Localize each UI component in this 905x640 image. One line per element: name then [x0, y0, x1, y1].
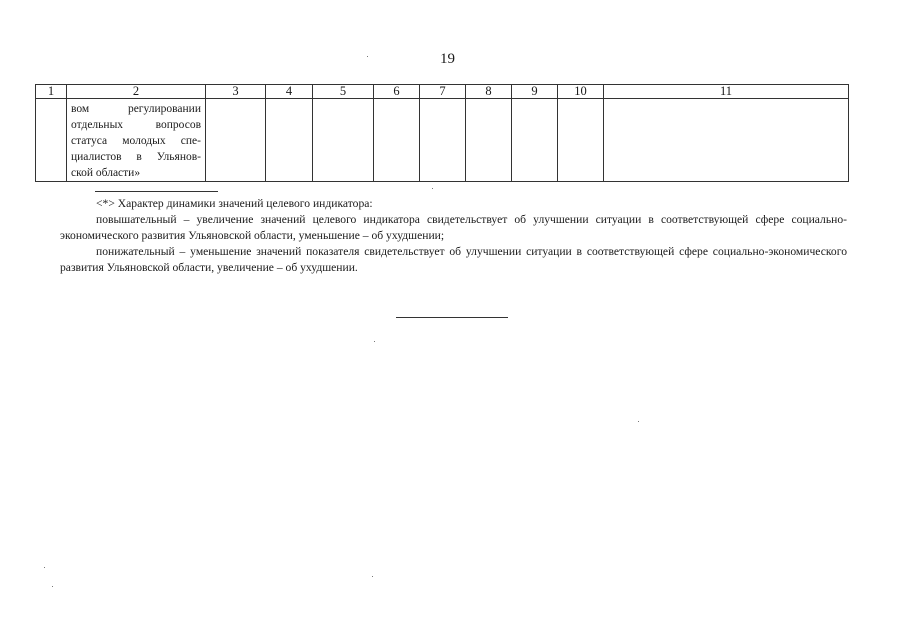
table-header-row: [36, 85, 849, 99]
header-col-8: 8: [466, 85, 512, 99]
scan-speck: [374, 341, 375, 342]
footnote-decreasing: понижательный – уменьшение значений показателя свидетельствует об улучшении ситуации в соответствующей сфере социально-экономического развития Ульяновской области, увеличение – об ухудшении.: [60, 245, 847, 274]
table-row: [36, 99, 849, 182]
header-col-2: 2: [67, 85, 206, 99]
footnote-block: [60, 196, 847, 276]
cell-col-4: [266, 99, 313, 182]
end-divider: [396, 317, 508, 318]
cell-col-6: [374, 99, 420, 182]
header-col-6: 6: [374, 85, 420, 99]
indicator-line: отдельных вопросов: [71, 119, 201, 131]
header-col-3: 3: [206, 85, 266, 99]
header-col-9: 9: [512, 85, 558, 99]
indicator-line: статуса молодых спе-: [71, 135, 201, 147]
cell-col-8: [466, 99, 512, 182]
header-col-4: 4: [266, 85, 313, 99]
header-col-1: 1: [36, 85, 67, 99]
cell-col-11: [604, 99, 849, 182]
cell-col-5: [313, 99, 374, 182]
scan-speck: [372, 576, 373, 577]
indicator-line: циалистов в Ульянов-: [71, 151, 201, 163]
cell-col-10: [558, 99, 604, 182]
header-col-7: 7: [420, 85, 466, 99]
scan-speck: [638, 421, 639, 422]
header-col-10: 10: [558, 85, 604, 99]
indicator-table: [35, 84, 849, 182]
indicator-line: ской области»: [71, 167, 141, 179]
footnote-divider: [95, 191, 218, 192]
cell-col-1: [36, 99, 67, 182]
scan-speck: [432, 188, 433, 189]
cell-col-9: [512, 99, 558, 182]
cell-col-2-indicator: [67, 99, 206, 182]
indicator-line: вом регулировании: [71, 103, 201, 115]
header-col-11: 11: [604, 85, 849, 99]
cell-col-3: [206, 99, 266, 182]
page-number: 19: [440, 51, 455, 67]
scan-speck: [52, 586, 53, 587]
scan-speck: [367, 56, 368, 57]
cell-col-7: [420, 99, 466, 182]
header-col-5: 5: [313, 85, 374, 99]
scan-speck: [44, 567, 45, 568]
footnote-title: <*> Характер динамики значений целевого индикатора:: [96, 197, 373, 210]
footnote-increasing: повышательный – увеличение значений целевого индикатора свидетельствует об улучшении ситуации в соответствующей сфере социально-экономического развития Ульяновской области, уменьшение – об ухудшении;: [60, 213, 847, 242]
